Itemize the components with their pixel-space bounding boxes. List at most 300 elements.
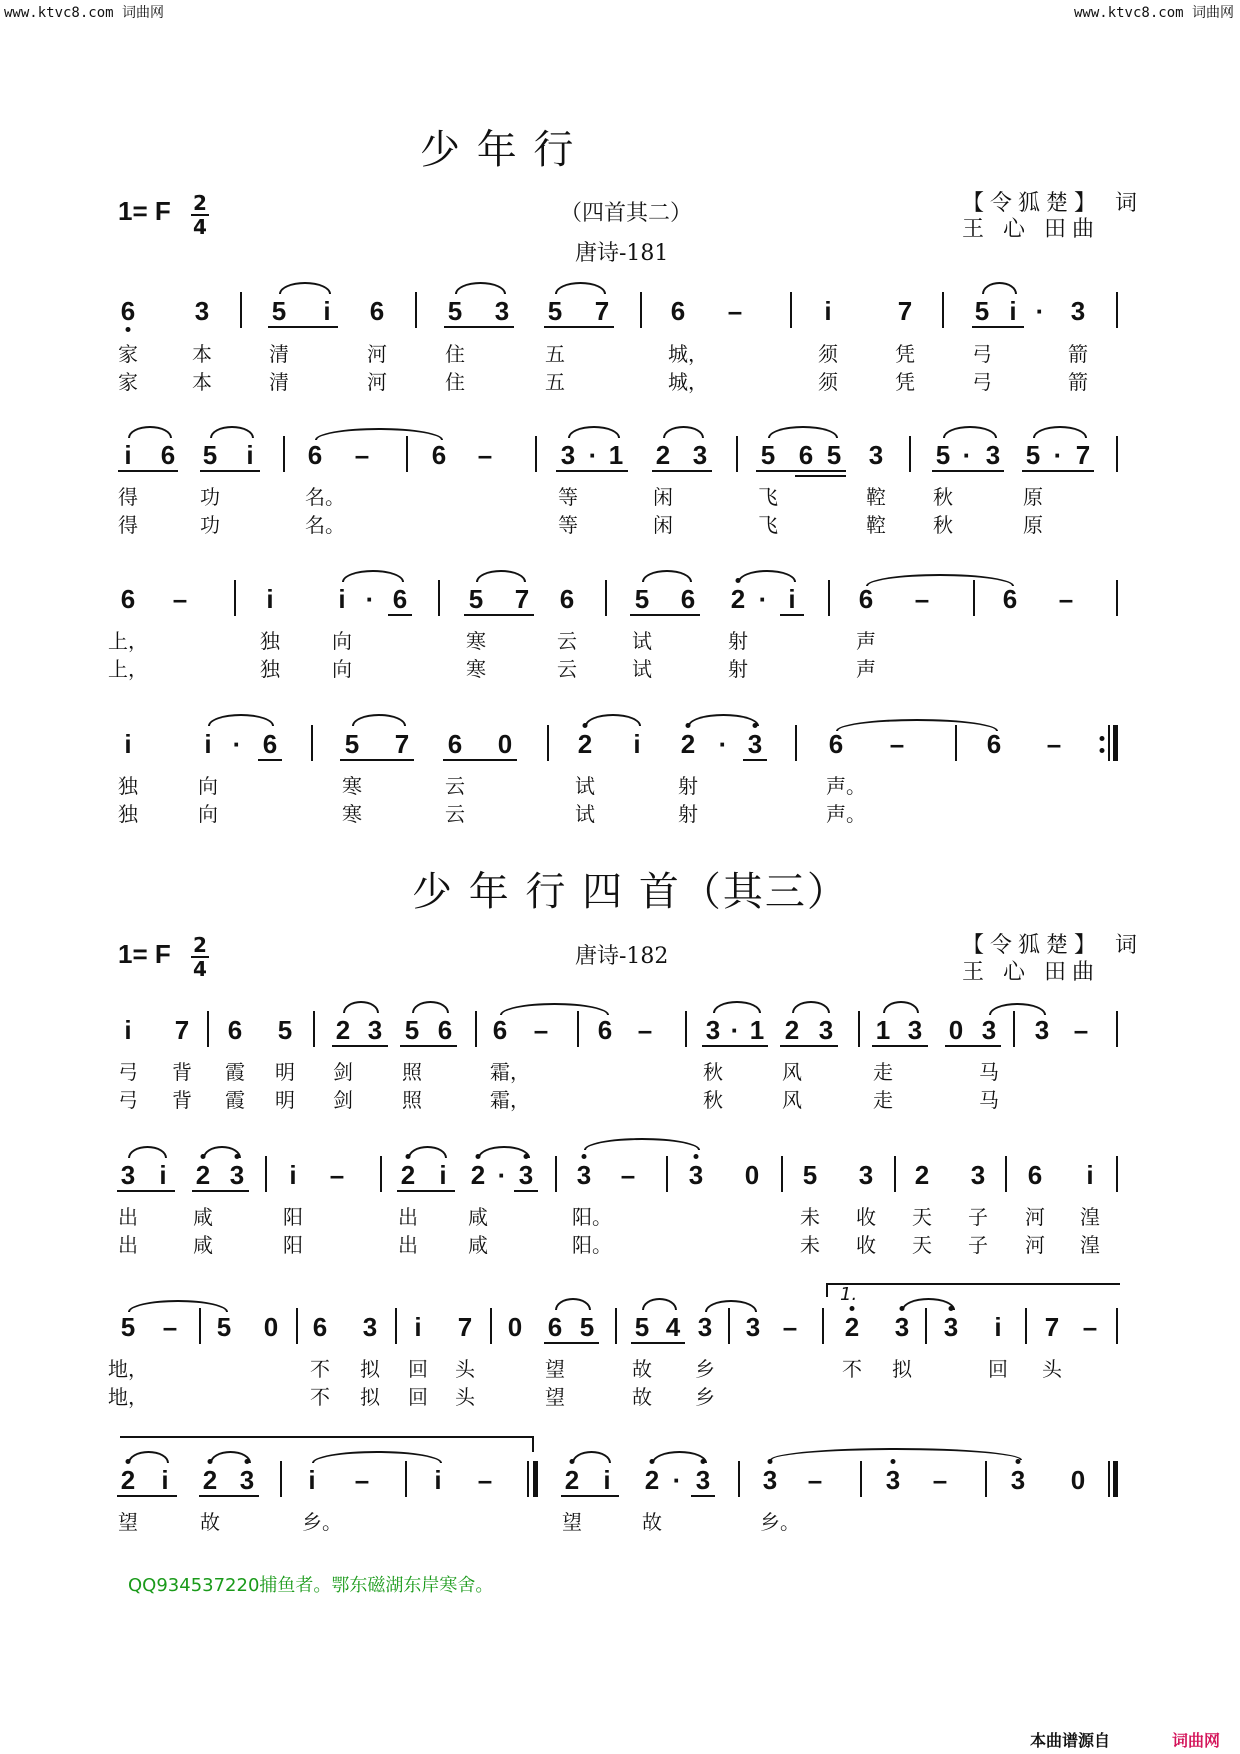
note: 5 <box>404 1015 420 1045</box>
octave-dot <box>891 1459 896 1464</box>
note: 6 <box>986 729 1002 759</box>
barline <box>860 1461 862 1497</box>
note: 3 <box>688 1160 704 1190</box>
barline <box>925 1308 927 1344</box>
note: i <box>994 1312 1002 1342</box>
dash: – <box>932 1465 948 1495</box>
slur <box>768 426 838 438</box>
lyric: 故 <box>632 1357 652 1381</box>
note: i <box>633 729 641 759</box>
lyric: 云 <box>445 802 465 826</box>
lyric: 望 <box>545 1357 565 1381</box>
slur <box>412 1001 449 1013</box>
footer-brand-link[interactable]: 词曲网 <box>1172 1731 1221 1750</box>
song1-composer: 王 心 田曲 <box>962 217 1100 242</box>
lyric: 咸 <box>193 1205 213 1229</box>
lyric: 闲 <box>653 485 673 509</box>
lyric: 寒 <box>466 657 486 681</box>
beam <box>199 1495 259 1497</box>
note: 6 <box>547 1312 563 1342</box>
beam <box>561 1495 619 1497</box>
lyric: 弓 <box>972 370 992 394</box>
lyric: 城， <box>668 342 708 366</box>
barline <box>790 292 792 328</box>
lyric: 等 <box>558 485 578 509</box>
lyric: 霞 <box>225 1060 245 1084</box>
lyric: 回 <box>408 1385 428 1409</box>
note: 3 <box>868 440 884 470</box>
note: i <box>323 296 331 326</box>
barline <box>858 1011 860 1047</box>
octave-dot <box>582 1154 587 1159</box>
lyric: 云 <box>557 657 577 681</box>
note: 2 <box>335 1015 351 1045</box>
note: i <box>414 1312 422 1342</box>
note: i <box>338 584 346 614</box>
dash: – <box>637 1015 653 1045</box>
lyric: 河 <box>1025 1233 1045 1257</box>
tie <box>315 428 443 440</box>
dot-extension: · <box>962 440 972 470</box>
end-repeat-barline <box>1113 725 1118 761</box>
lyric: 乡。 <box>760 1510 800 1534</box>
lyric: 本 <box>192 370 212 394</box>
tie <box>500 1003 609 1015</box>
dash: – <box>533 1015 549 1045</box>
barline <box>640 292 642 328</box>
beam <box>630 614 700 616</box>
lyric: 霞 <box>225 1088 245 1112</box>
barline <box>415 292 417 328</box>
dot-extension: · <box>758 584 768 614</box>
dot-extension: · <box>718 729 728 759</box>
volta-bracket <box>826 1283 1120 1297</box>
tie <box>312 1451 442 1463</box>
note: 3 <box>239 1465 255 1495</box>
lyric: 子 <box>968 1233 988 1257</box>
note: 7 <box>394 729 410 759</box>
note: 5 <box>202 440 218 470</box>
barline <box>547 725 549 761</box>
lyric: 走 <box>873 1060 893 1084</box>
slur <box>203 1146 241 1158</box>
note: 2 <box>784 1015 800 1045</box>
lyric: 名。 <box>305 485 345 509</box>
dash: – <box>354 440 370 470</box>
lyric: 本 <box>192 342 212 366</box>
note: i <box>204 729 212 759</box>
barline <box>738 1461 740 1497</box>
song1-subtitle: （四首其二） <box>560 201 693 226</box>
note: 5 <box>271 296 287 326</box>
lyric: 阳 <box>283 1205 303 1229</box>
repeat-dot <box>1100 736 1105 741</box>
note: i <box>266 584 274 614</box>
octave-dot <box>850 1306 855 1311</box>
lyric: 弓 <box>972 342 992 366</box>
lyric: 声 <box>856 629 876 653</box>
note: 5 <box>344 729 360 759</box>
volta-number: 1. <box>840 1284 858 1305</box>
note: 3 <box>858 1160 874 1190</box>
note: 7 <box>1075 440 1091 470</box>
barline <box>1116 580 1118 616</box>
note: 6 <box>431 440 447 470</box>
lyric: 射 <box>678 802 698 826</box>
note: 2 <box>202 1465 218 1495</box>
lyric: 名。 <box>305 513 345 537</box>
dash: – <box>914 584 930 614</box>
lyric: 望 <box>118 1510 138 1534</box>
lyric: 清 <box>269 342 289 366</box>
beam <box>702 1045 768 1047</box>
dash: – <box>1073 1015 1089 1045</box>
lyric: 声 <box>856 657 876 681</box>
beam <box>464 614 534 616</box>
lyric: 鞚 <box>866 513 886 537</box>
note: 6 <box>670 296 686 326</box>
beam <box>544 1342 599 1344</box>
note: i <box>161 1465 169 1495</box>
lyric: 向 <box>332 629 352 653</box>
note: 6 <box>1002 584 1018 614</box>
barline <box>490 1308 492 1344</box>
beam <box>117 1190 175 1192</box>
note: 2 <box>644 1465 660 1495</box>
dash: – <box>354 1465 370 1495</box>
lyric: 箭 <box>1068 370 1088 394</box>
note: 6 <box>227 1015 243 1045</box>
note: 7 <box>594 296 610 326</box>
lyric: 不 <box>310 1357 330 1381</box>
tie <box>128 1300 228 1312</box>
note: 6 <box>120 296 136 326</box>
note: 5 <box>1025 440 1041 470</box>
lyric: 走 <box>873 1088 893 1112</box>
lyric: 不 <box>842 1357 862 1381</box>
lyric: 明 <box>275 1088 295 1112</box>
barline <box>894 1156 896 1192</box>
barline <box>1116 1156 1118 1192</box>
dot-extension: · <box>365 584 375 614</box>
lyric: 独 <box>118 774 138 798</box>
tie <box>770 1448 1022 1460</box>
lyric: 城， <box>668 370 708 394</box>
lyric: 出 <box>398 1205 418 1229</box>
barline <box>822 1308 824 1344</box>
note: 4 <box>665 1312 681 1342</box>
dash: – <box>1082 1312 1098 1342</box>
slur <box>652 1451 707 1463</box>
note: i <box>788 584 796 614</box>
lyric: 背 <box>172 1060 192 1084</box>
lyric: 五 <box>545 370 565 394</box>
note: 3 <box>894 1312 910 1342</box>
song1-source: 唐诗-181 <box>575 241 669 266</box>
lyric: 河 <box>1025 1205 1045 1229</box>
octave-dot <box>1016 1459 1021 1464</box>
author-note: QQ934537220捕鱼者。鄂东磁湖东岸寒舍。 <box>128 1575 494 1596</box>
note: 2 <box>120 1465 136 1495</box>
lyric: 咸 <box>193 1233 213 1257</box>
beam <box>972 326 1024 328</box>
slur <box>555 1298 591 1310</box>
note: 3 <box>697 1312 713 1342</box>
lyric: 子 <box>968 1205 988 1229</box>
note: 6 <box>828 729 844 759</box>
lyric: 出 <box>398 1233 418 1257</box>
lyric: 须 <box>818 342 838 366</box>
lyric: 寒 <box>466 629 486 653</box>
beam <box>514 1190 538 1192</box>
slur <box>352 714 406 726</box>
lyric: 得 <box>118 513 138 537</box>
beam <box>1022 470 1094 472</box>
octave-dot <box>694 1154 699 1159</box>
lyric: 头 <box>455 1357 475 1381</box>
dash: – <box>782 1312 798 1342</box>
beam <box>340 759 414 761</box>
beam <box>780 1045 838 1047</box>
song1-key: 1= F <box>118 196 171 226</box>
lyric: 上， <box>108 657 148 681</box>
note: 3 <box>747 729 763 759</box>
lyric: 云 <box>557 629 577 653</box>
lyric: 望 <box>545 1385 565 1409</box>
lyric: 照 <box>402 1088 422 1112</box>
note: 5 <box>120 1312 136 1342</box>
lyric: 出 <box>118 1205 138 1229</box>
note: 5 <box>547 296 563 326</box>
barline <box>311 725 313 761</box>
dot-extension: · <box>730 1015 740 1045</box>
lyric: 声。 <box>826 774 866 798</box>
lyric: 秋 <box>703 1060 723 1084</box>
barline <box>828 580 830 616</box>
lyric: 射 <box>728 629 748 653</box>
barline <box>781 1156 783 1192</box>
lyric: 原 <box>1023 485 1043 509</box>
note: 5 <box>579 1312 595 1342</box>
beam <box>388 614 412 616</box>
slur <box>455 282 506 294</box>
barline <box>1116 1308 1118 1344</box>
lyric: 未 <box>800 1233 820 1257</box>
note: 5 <box>468 584 484 614</box>
beam <box>872 1045 928 1047</box>
note: i <box>439 1160 447 1190</box>
song2-time-signature: 2 4 <box>191 935 209 979</box>
dash: – <box>727 296 743 326</box>
note: 3 <box>970 1160 986 1190</box>
note: 3 <box>692 440 708 470</box>
note: 3 <box>762 1465 778 1495</box>
lyric: 声。 <box>826 802 866 826</box>
barline <box>475 1011 477 1047</box>
barline <box>199 1308 201 1344</box>
beam <box>192 1190 249 1192</box>
barline <box>909 436 911 472</box>
note: 3 <box>885 1465 901 1495</box>
beam <box>932 470 1004 472</box>
beam <box>200 470 260 472</box>
song2-source: 唐诗-182 <box>575 944 669 969</box>
barline <box>1116 436 1118 472</box>
lyric: 风 <box>782 1088 802 1112</box>
barline <box>527 1461 529 1497</box>
note: 5 <box>447 296 463 326</box>
barline <box>1108 1461 1110 1497</box>
barline <box>265 1156 267 1192</box>
barline <box>555 1156 557 1192</box>
beam <box>258 759 282 761</box>
note: 2 <box>577 729 593 759</box>
lyric: 射 <box>678 774 698 798</box>
note: 6 <box>559 584 575 614</box>
lyric: 地， <box>108 1385 148 1409</box>
lyric: 出 <box>118 1233 138 1257</box>
lyric: 风 <box>782 1060 802 1084</box>
beam <box>652 470 712 472</box>
dash: – <box>620 1160 636 1190</box>
slur <box>279 282 331 294</box>
note: 3 <box>943 1312 959 1342</box>
note: 7 <box>457 1312 473 1342</box>
lyric: 鞚 <box>866 485 886 509</box>
note: 3 <box>985 440 1001 470</box>
barline <box>728 1308 730 1344</box>
note: 6 <box>392 584 408 614</box>
note: i <box>124 729 132 759</box>
lyric: 乡。 <box>302 1510 342 1534</box>
slur <box>343 1001 379 1013</box>
note: 2 <box>655 440 671 470</box>
lyric: 家 <box>118 342 138 366</box>
slur <box>738 570 796 582</box>
note: 5 <box>760 440 776 470</box>
site-header-right[interactable]: www.ktvc8.com 词曲网 <box>1073 5 1234 21</box>
note: 3 <box>981 1015 997 1045</box>
lyric: 咸 <box>468 1233 488 1257</box>
slur <box>210 426 254 438</box>
lyric: 向 <box>198 802 218 826</box>
lyric: 湟 <box>1080 1205 1100 1229</box>
dash: – <box>807 1465 823 1495</box>
barline <box>1005 1156 1007 1192</box>
slur <box>585 714 641 726</box>
lyric: 独 <box>260 629 280 653</box>
slur <box>555 282 606 294</box>
note: 7 <box>514 584 530 614</box>
lyric: 咸 <box>468 1205 488 1229</box>
note: i <box>824 296 832 326</box>
lyric: 阳。 <box>572 1205 612 1229</box>
site-header-left[interactable]: www.ktvc8.com 词曲网 <box>4 5 165 21</box>
note: 5 <box>802 1160 818 1190</box>
song1-lyricist: 【令狐楚】 词 <box>962 191 1143 216</box>
note: 1 <box>875 1015 891 1045</box>
slur <box>792 1001 830 1013</box>
note: 7 <box>1044 1312 1060 1342</box>
beam <box>118 470 178 472</box>
dot-extension: · <box>232 729 242 759</box>
lyric: 望 <box>562 1510 582 1534</box>
slur <box>572 1451 611 1463</box>
slur <box>208 714 274 726</box>
song1-time-signature: 2 4 <box>191 193 209 237</box>
lyric: 云 <box>445 774 465 798</box>
final-barline <box>1113 1461 1118 1497</box>
lyric: 乡 <box>695 1357 715 1381</box>
note: 6 <box>312 1312 328 1342</box>
dot-extension: · <box>1035 296 1045 326</box>
lyric: 明 <box>275 1060 295 1084</box>
note: i <box>434 1465 442 1495</box>
lyric: 不 <box>310 1385 330 1409</box>
tie <box>989 1003 1046 1015</box>
note: 3 <box>907 1015 923 1045</box>
barline <box>280 1461 282 1497</box>
octave-dot <box>949 1306 954 1311</box>
note: 6 <box>597 1015 613 1045</box>
barline <box>605 580 607 616</box>
slur <box>408 1146 447 1158</box>
lyric: 收 <box>856 1205 876 1229</box>
lyric: 功 <box>200 513 220 537</box>
barline <box>207 1011 209 1047</box>
note: 6 <box>858 584 874 614</box>
lyric: 试 <box>632 657 652 681</box>
note: 3 <box>229 1160 245 1190</box>
slur <box>688 714 759 726</box>
volta-bracket <box>120 1436 534 1452</box>
dash: – <box>329 1160 345 1190</box>
note: 3 <box>576 1160 592 1190</box>
beam <box>400 1045 457 1047</box>
slur <box>943 426 997 438</box>
lyric: 弓 <box>118 1088 138 1112</box>
slur <box>982 282 1017 294</box>
slur <box>476 570 526 582</box>
lyric: 头 <box>455 1385 475 1409</box>
lyric: 试 <box>632 629 652 653</box>
note: 2 <box>564 1465 580 1495</box>
note: i <box>603 1465 611 1495</box>
barline <box>615 1308 617 1344</box>
note: 2 <box>470 1160 486 1190</box>
lyric: 原 <box>1023 513 1043 537</box>
lyric: 闲 <box>653 513 673 537</box>
slur <box>210 1451 251 1463</box>
lyric: 凭 <box>895 342 915 366</box>
barline <box>438 580 440 616</box>
barline <box>736 436 738 472</box>
barline <box>1013 1011 1015 1047</box>
dot-extension: · <box>1053 440 1063 470</box>
lyric: 地， <box>108 1357 148 1381</box>
note: 2 <box>914 1160 930 1190</box>
note: 3 <box>818 1015 834 1045</box>
lyric: 向 <box>198 774 218 798</box>
dash: – <box>1058 584 1074 614</box>
note: 3 <box>705 1015 721 1045</box>
lyric: 回 <box>408 1357 428 1381</box>
note: 2 <box>730 584 746 614</box>
song2-key: 1= F <box>118 939 171 969</box>
lyric: 故 <box>642 1510 662 1534</box>
lyric: 凭 <box>895 370 915 394</box>
song2-title: 少 年 行 四 首（其三） <box>412 869 849 915</box>
